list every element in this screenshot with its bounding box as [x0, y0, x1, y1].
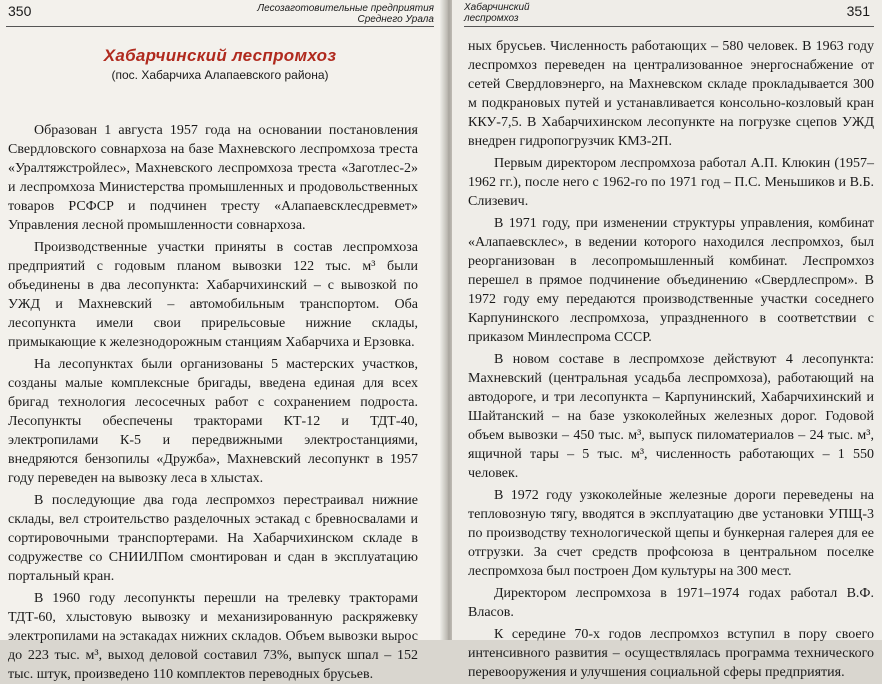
page-number: 351 [846, 3, 870, 19]
paragraph: К середине 70-х годов леспромхоз вступил в пору своего интенсивного развития – осуществлялась программа технического перевооружения и улучшения социальной сферы предприятия. [468, 627, 874, 680]
right-page-header [464, 0, 874, 27]
running-head-line: Среднего Урала [357, 14, 434, 25]
running-head-line: леспромхоз [464, 13, 519, 24]
running-head-line: Лесозаготовительные предприятия [257, 3, 434, 14]
paragraph: В 1971 году, при изменении структуры управления, комбинат «Алапаевсклес», в ведении которого находился леспромхоз, был реорганизован в лесопромышленный комбинат. Леспромхоз перешел в прямое подчинение объединению «Свердлеспром». В 1972 году ему передаются производственные участки соседнего Карпунинского леспромхоза, упраздненного в соответствии с приказом Минлеспрома СССР. [468, 216, 874, 345]
paragraph: Образован 1 августа 1957 года на основании постановления Свердловского совнархоза на базе Махневского леспромхоза треста «Уралтяжстройлес», Махневского леспромхоза треста «Заготлес-2» и леспромхоза Министерства промышленных и продовольственных товаров РСФСР и подчинен тресту «Алапаевсклеcдревмет» Управления лесной промышленности совнархоза. [8, 123, 418, 233]
text-column [8, 121, 418, 684]
paragraph: ных брусьев. Численность работающих – 580 человек. В 1963 году леспромхоз переведен на централизованное энергоснабжение от сетей Свердловэнерго, на Махневском складе прокладывается 300 м подкрановых путей и устанавливается консольно-козловый кран ККУ-7,5. В Хабарчихинском лесопункте на погрузке сцепов УЖД внедрен гидропогрузчик КМЗ-2П. [468, 39, 874, 149]
left-page-header [6, 0, 434, 27]
right-page [452, 0, 882, 680]
running-head-line: Хабарчинский [464, 2, 530, 13]
paragraph: Директором леспромхоза в 1971–1974 годах работал В.Ф. Власов. [468, 586, 874, 620]
paragraph: Производственные участки приняты в состав леспромхоза предприятий с годовым планом вывозки 122 тыс. м³ были объединены в два лесопункта: Хабарчихинский – с вывозкой по УЖД и Махневский – автомобильным транспортом. Оба лесопункта имели свои прирельсовые нижние склады, примыкающие к железнодорожным станциям Хабарчиха и Ерзовка. [8, 240, 418, 350]
paragraph: В 1960 году лесопункты перешли на трелевку тракторами ТДТ-60, хлыстовую вывозку и механизированную раскряжевку электропилами на эстакадах нижних складов. Объем вывозки вырос до 223 тыс. м³, выход деловой составил 73%, выпуск шпал – 152 тыс. штук, произведено 110 комплектов переводных брусьев. [8, 591, 418, 682]
running-head [464, 2, 530, 24]
text-column [468, 37, 874, 682]
paragraph: В последующие два года леспромхоз перестраивал нижние склады, вел строительство разделочных эстакад с бревносвалами и сортировочными транспортерами. На Хабарчихинском складе в содружестве со СНИИЛПом смонтирован и сдан в эксплуатацию портальный кран. [8, 493, 418, 584]
section-title: Хабарчинский леспромхоз [103, 46, 337, 65]
paragraph: В новом составе в леспромхозе действуют 4 лесопункта: Махневский (центральная усадьба леспромхоза), работающий на автодороге, и три лесопункта – Карпунинский, Хабарчихинский и Шайтанский – на базе узкоколейных железных дорог. Годовой объем вывозки – 450 тыс. м³, выпуск пиломатериалов – 24 тыс. м³, ящичной тары – 5 тыс. м³, численность работающих – 1 550 человек. [468, 352, 874, 481]
paragraph: В 1972 году узкоколейные железные дороги переведены на тепловозную тягу, вводятся в эксплуатацию две установки УПЩ-3 по производству технологической щепы и бункерная галерея для ее отгрузки. За счет средств профсоюза в центральном поселке леспромхоза был построен Дом культуры на 300 мест. [468, 488, 874, 579]
running-head [257, 3, 434, 25]
page-number: 350 [8, 3, 32, 19]
section-subtitle: (пос. Хабарчиха Алапаевского района) [111, 68, 329, 82]
paragraph: На лесопунктах были организованы 5 мастерских участков, созданы малые комплексные бригады, введена единая для всех бригад технология лесосечных работ с сохранением подроста. Лесопункты обеспечены тракторами КТ-12 и ТДТ-40, электропилами К-5 и передвижными электростанциями, внедряются бензопилы «Дружба», Махневский лесопункт в 1957 году переведен на вывозку леса в хлыстах. [8, 357, 418, 486]
paragraph: Первым директором леспромхоза работал А.П. Клюкин (1957–1962 гг.), после него с 1962-го по 1971 год – П.С. Меньшиков и В.Б. Слизевич. [468, 156, 874, 209]
